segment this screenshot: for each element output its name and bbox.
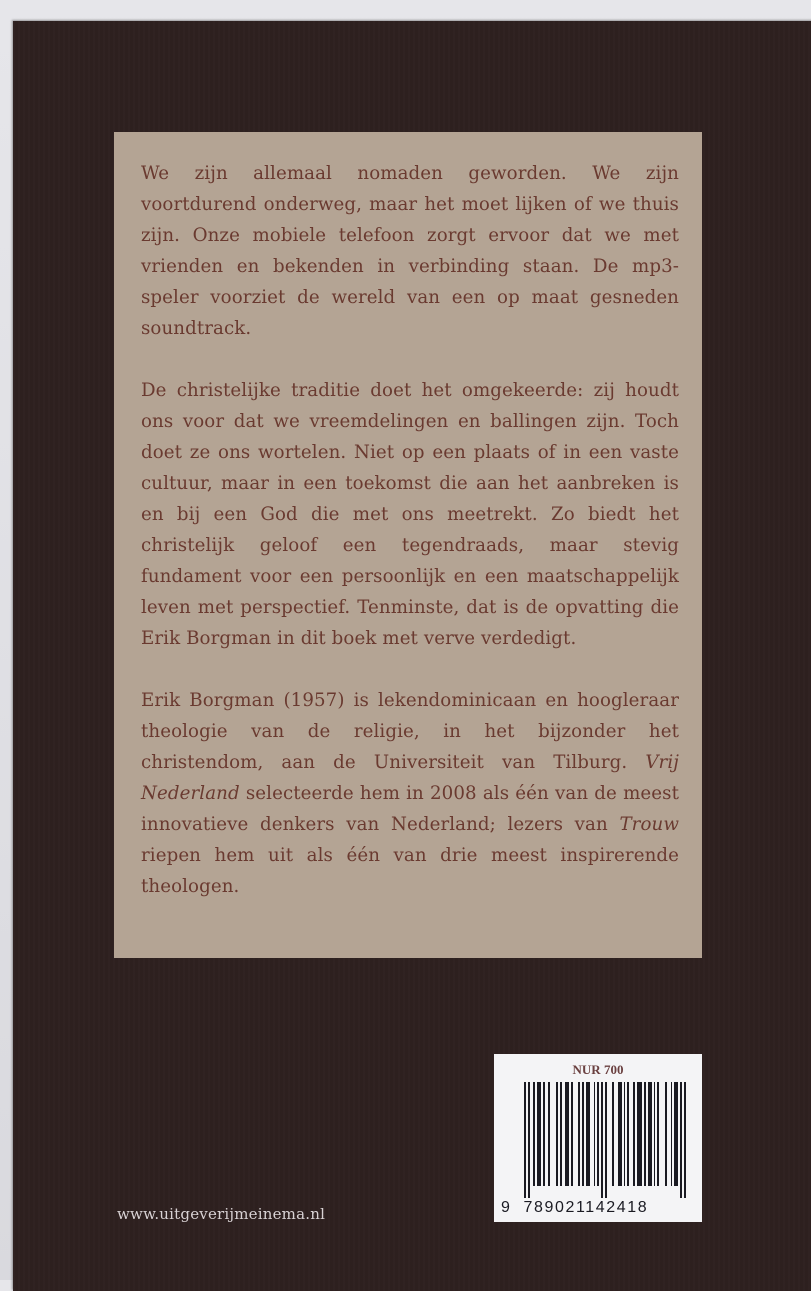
publisher-website: www.uitgeverijmeinema.nl [117, 1205, 326, 1223]
bio-text-2: selecteerde hem in 2008 als één van de meest innovatieve denkers van Nederland; lezers van [141, 783, 679, 835]
publication-name-vrij-nederland: Vrij Nederland [141, 752, 679, 804]
barcode-icon [524, 1082, 686, 1198]
author-bio-paragraph [141, 685, 679, 902]
book-back-cover [13, 21, 811, 1291]
publication-name-trouw: Trouw [619, 814, 679, 835]
bio-text-1: Erik Borgman (1957) is lekendominicaan en hoogleraar theologie van de religie, in het bijzonder het christendom, aan de Universiteit van Tilburg. [141, 690, 679, 773]
barcode-bar [684, 1082, 686, 1198]
isbn-digits: 789021142418 [523, 1199, 649, 1216]
nur-code: NUR 700 [572, 1062, 624, 1077]
isbn-number [494, 1199, 702, 1217]
blurb-panel [114, 132, 702, 958]
bio-text-3: riepen hem uit als één van drie meest inspirerende theologen. [141, 845, 679, 897]
isbn-lead-digit: 9 [501, 1199, 512, 1216]
barcode-label [494, 1054, 702, 1222]
blurb-paragraph-2: De christelijke traditie doet het omgekeerde: zij houdt ons voor dat we vreemdelingen en ballingen zijn. Toch doet ze ons wortelen. Niet op een plaats of in een vaste cultuur, maar in een toekomst die aan het aanbreken is en bij een God die met ons meetrekt. Zo biedt het christelijk geloof een tegendraads, maar stevig fundament voor een persoonlijk en een maatschappelijk leven met perspectief. Tenminste, dat is de opvatting die Erik Borgman in dit boek met verve verdedigt. [141, 380, 679, 649]
blurb-paragraph-1: We zijn allemaal nomaden geworden. We zijn voortdurend onderweg, maar het moet lijken of we thuis zijn. Onze mobiele telefoon zorgt ervoor dat we met vrienden en bekenden in verbinding staan. De mp3-speler voorziet de wereld van een op maat gesneden soundtrack. [141, 163, 679, 339]
